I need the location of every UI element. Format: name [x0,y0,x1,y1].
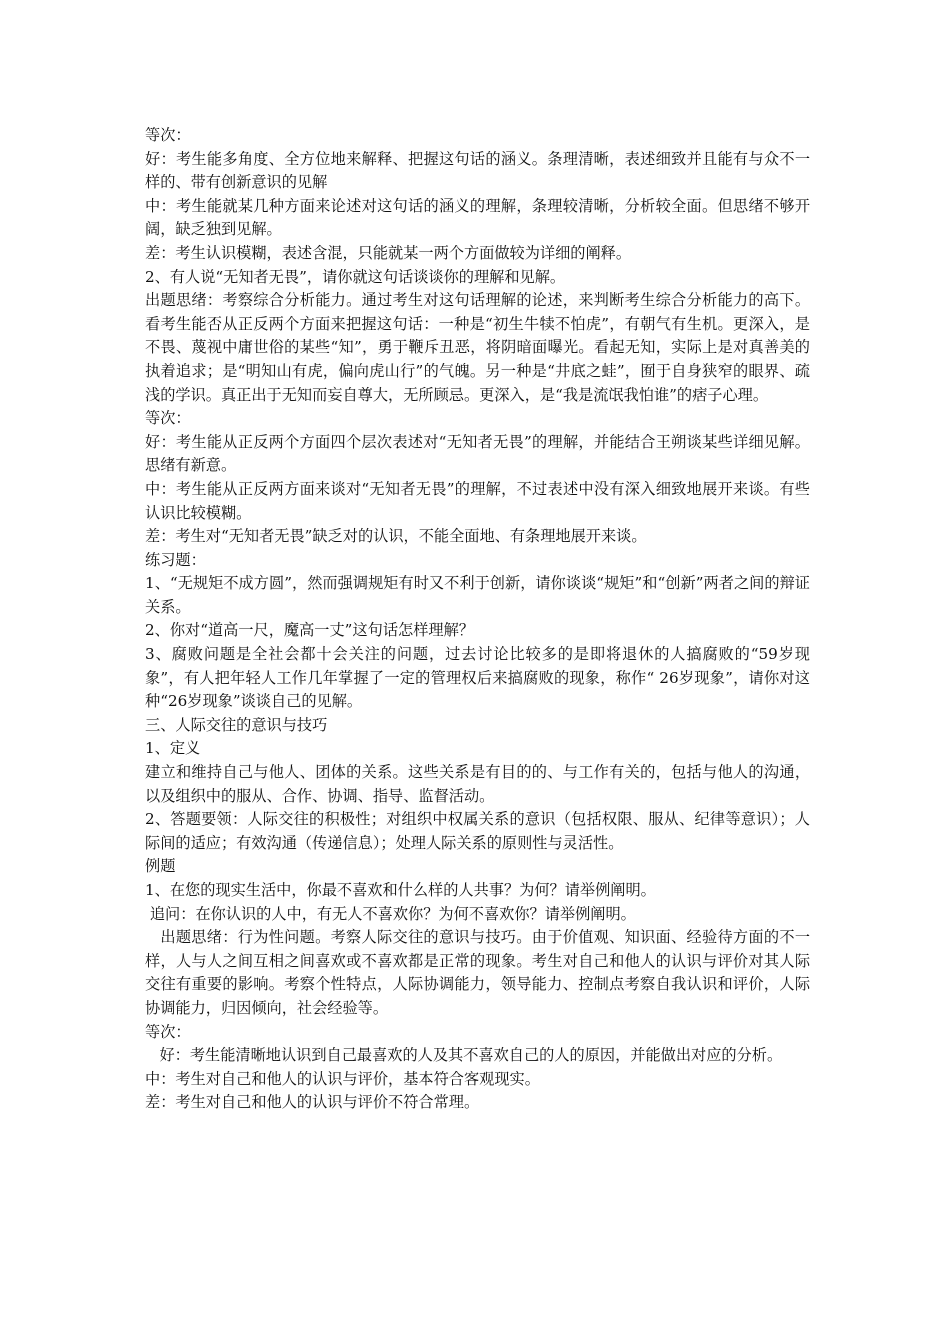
example-heading: 例题 [145,857,176,876]
question-2: 2、有人说“无知者无畏”，请你就这句话谈谈你的理解和见解。 [145,267,566,286]
follow-up-question: 追问：在你认识的人中，有无人不喜欢你？为何不喜欢你？请举例阐明。 [145,904,636,923]
exercise-3: 3、腐败问题是全社会都十会关注的问题，过去讨论比较多的是即将退休的人搞腐败的“59岁现象”，有人把年轻人工作几年掌握了一定的管理权后来搞腐败的现象，称作“ 26岁现象”，请你对这种“26岁现象”谈谈自己的见解。 [145,645,810,711]
grade-heading: 等次： [145,1022,191,1041]
exercise-1: 1、“无规矩不成方圆”，然而强调规矩有时又不利于创新，请你谈谈“规矩”和“创新”两者之间的辩证关系。 [145,574,810,616]
grade-medium: 中：考生能就某几种方面来论述对这句话的涵义的理解，条理较清晰，分析较全面。但思绪不够开阔，缺乏独到见解。 [145,196,810,239]
question-2-rationale: 出题思绪：考察综合分析能力。通过考生对这句话理解的论述，来判断考生综合分析能力的高下。看考生能否从正反两个方面来把握这句话：一种是“初生牛犊不怕虎”，有朝气有生机。更深入，是不畏、蔑视中庸世俗的某些“知”，勇于鞭斥丑恶，将阴暗面曝光。看起无知，实际上是对真善美的执着追求；是“明知山有虎，偏向虎山行”的气魄。另一种是“井底之蛙”，囿于自身狭窄的眼界、疏浅的学识。真正出于无知而妄自尊大，无所顾忌。更深入，是“我是流氓我怕谁”的痞子心理。 [145,291,810,404]
grade-good: 好：考生能清晰地认识到自己最喜欢的人及其不喜欢自己的人的原因，并能做出对应的分析。 [145,1046,783,1065]
grade-medium: 中：考生对自己和他人的认识与评价，基本符合客观现实。 [145,1069,540,1088]
grade-good: 好：考生能从正反两个方面四个层次表述对“无知者无畏”的理解，并能结合王朔谈某些详细见解。思绪有新意。 [145,432,810,475]
answer-key-points: 2、答题要领：人际交往的积极性；对组织中权属关系的意识（包括权限、服从、纪律等意识）；人际间的适应；有效沟通（传递信息）；处理人际关系的原则性与灵活性。 [145,810,810,852]
exercises-heading: 练习题： [145,550,206,569]
grade-medium: 中：考生能从正反两方面来谈对“无知者无畏”的理解，不过表述中没有深入细致地展开来谈。有些认识比较模糊。 [145,479,810,522]
document-body [145,124,810,1115]
grade-poor: 差：考生认识模糊，表述含混，只能就某一两个方面做较为详细的阐释。 [145,243,631,262]
grade-heading: 等次： [145,126,191,144]
example-question-1: 1、在您的现实生活中，你最不喜欢和什么样的人共事？为何？请举例阐明。 [145,881,656,899]
example-rationale: 出题思绪：行为性问题。考察人际交往的意识与技巧。由于价值观、知识面、经验待方面的不一样，人与人之间互相之间喜欢或不喜欢都是正常的现象。考生对自己和他人的认识与评价对其人际交往有重要的影响。考察个性特点，人际协调能力，领导能力、控制点考察自我认识和评价，人际协调能力，归因倾向，社会经验等。 [145,928,811,1017]
grade-poor: 差：考生对“无知者无畏”缺乏对的认识，不能全面地、有条理地展开来谈。 [145,527,647,546]
grade-heading: 等次： [145,409,191,428]
grade-good: 好：考生能多角度、全方位地来解释、把握这句话的涵义。条理清晰，表述细致并且能有与众不一样的、带有创新意识的见解 [145,149,810,192]
exercise-2: 2、你对“道高一尺，魔高一丈”这句话怎样理解？ [145,621,474,640]
section-3-heading: 三、人际交往的意识与技巧 [145,715,328,734]
definition-heading: 1、定义 [145,739,201,758]
definition-text: 建立和维持自己与他人、团体的关系。这些关系是有目的的、与工作有关的，包括与他人的沟通，以及组织中的服从、合作、协调、指导、监督活动。 [145,763,810,805]
grade-poor: 差：考生对自己和他人的认识与评价不符合常理。 [145,1093,480,1112]
